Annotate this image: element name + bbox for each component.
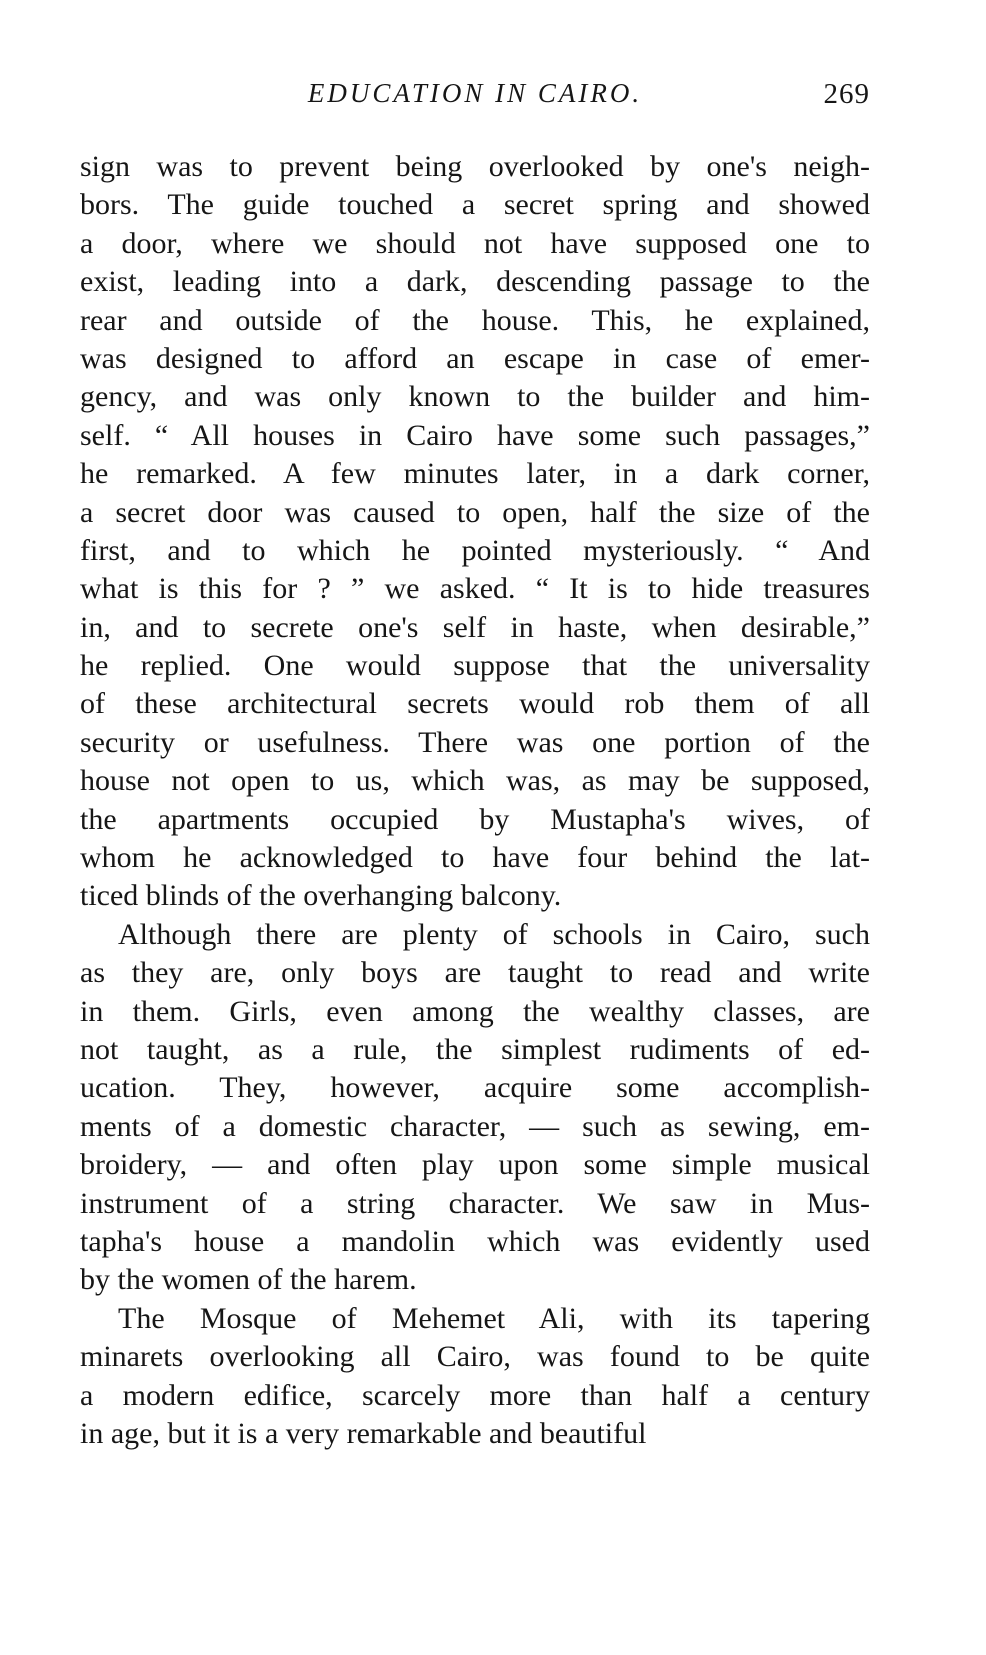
text-line: by the women of the harem.: [80, 1263, 417, 1297]
text-line: broidery, — and often play upon some simple musical: [80, 1148, 870, 1182]
text-line: a door, where we should not have supposed one to: [80, 226, 870, 260]
page-header: [80, 78, 870, 118]
text-line: rear and outside of the house. This, he explained,: [80, 303, 870, 337]
text-line: in age, but it is a very remarkable and beautiful: [80, 1416, 647, 1450]
body-text: [80, 148, 870, 1453]
text-line: ucation. They, however, acquire some accomplish-: [80, 1071, 870, 1105]
text-line: not taught, as a rule, the simplest rudiments of ed-: [80, 1032, 870, 1066]
text-line: what is this for ? ” we asked. “ It is to hide treasures: [80, 572, 870, 606]
text-line: security or usefulness. There was one portion of the: [80, 725, 870, 759]
text-line: whom he acknowledged to have four behind the lat-: [80, 841, 870, 875]
paragraph: [80, 1300, 870, 1454]
paragraph: [80, 916, 870, 1300]
text-line: in them. Girls, even among the wealthy classes, are: [80, 994, 870, 1028]
text-line: instrument of a string character. We saw in Mus-: [80, 1186, 870, 1220]
text-line: a modern edifice, scarcely more than half a century: [80, 1378, 870, 1412]
text-line: ticed blinds of the overhanging balcony.: [80, 879, 562, 913]
text-line: a secret door was caused to open, half the size of the: [80, 495, 870, 529]
text-line: ments of a domestic character, — such as sewing, em-: [80, 1109, 870, 1143]
text-line: was designed to afford an escape in case of emer-: [80, 341, 870, 375]
paragraph: [80, 148, 870, 916]
text-line: bors. The guide touched a secret spring and showed: [80, 188, 870, 222]
text-line: he replied. One would suppose that the universality: [80, 649, 870, 683]
text-line: The Mosque of Mehemet Ali, with its tapering: [118, 1301, 870, 1335]
text-line: self. “ All houses in Cairo have some such passages,”: [80, 418, 870, 452]
text-line: of these architectural secrets would rob them of all: [80, 687, 870, 721]
text-line: as they are, only boys are taught to read and write: [80, 956, 870, 990]
text-line: house not open to us, which was, as may be supposed,: [80, 764, 870, 798]
text-line: Although there are plenty of schools in Cairo, such: [118, 917, 870, 951]
text-line: in, and to secrete one's self in haste, when desirable,”: [80, 610, 870, 644]
text-line: he remarked. A few minutes later, in a dark corner,: [80, 457, 870, 491]
text-line: sign was to prevent being overlooked by one's neigh-: [80, 150, 870, 183]
text-line: minarets overlooking all Cairo, was found to be quite: [80, 1340, 870, 1374]
text-line: gency, and was only known to the builder and him-: [80, 380, 870, 414]
page-number: 269: [823, 78, 870, 110]
running-head: EDUCATION IN CAIRO.: [307, 78, 643, 108]
text-line: the apartments occupied by Mustapha's wives, of: [80, 802, 870, 836]
text-line: exist, leading into a dark, descending passage to the: [80, 265, 870, 299]
text-line: tapha's house a mandolin which was evidently used: [80, 1224, 870, 1258]
text-line: first, and to which he pointed mysteriously. “ And: [80, 533, 870, 567]
